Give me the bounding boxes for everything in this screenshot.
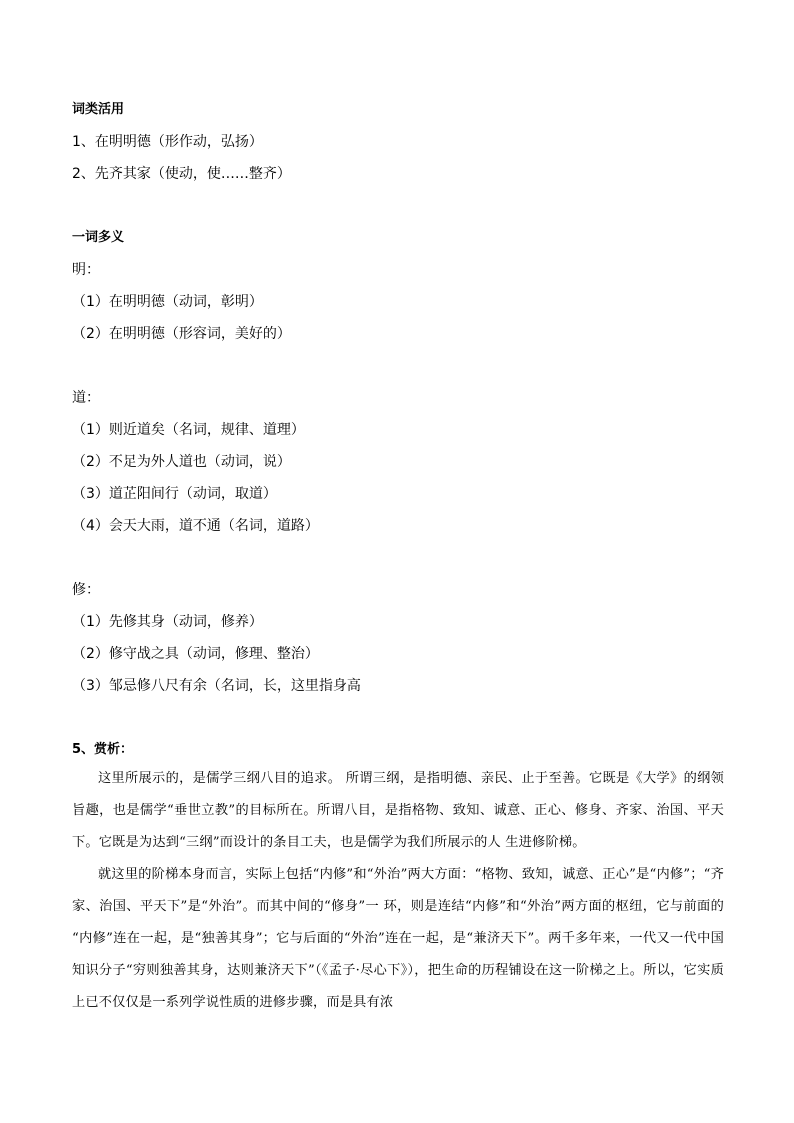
polysemy-item: （3）道芷阳间行（动词，取道） (72, 486, 277, 502)
polysemy-char-dao: 道： (72, 390, 100, 406)
word-class-item: 1、在明明德（形作动，弘扬） (72, 134, 263, 150)
appreciation-paragraph: 这里所展示的，是儒学三纲八目的追求。 所谓三纲，是指明德、亲民、止于至善。它既是《大学》的纲领旨趣，也是儒学“垂世立教”的目标所在。所谓八目，是指格物、致知、诚意、正心、修身、齐家、治国、平天下。它既是为达到“三纲”而设计的条目工夫，也是儒学为我们所展示的人 生进修阶梯。 (72, 771, 724, 850)
polysemy-item: （2）修守战之具（动词，修理、整治） (72, 646, 319, 662)
polysemy-item: （3）邹忌修八尺有余（名词，长，这里指身高 (72, 678, 361, 694)
polysemy-char-xiu: 修： (72, 582, 100, 598)
polysemy-item: （2）不足为外人道也（动词，说） (72, 454, 291, 470)
polysemy-char-ming: 明： (72, 262, 100, 278)
polysemy-item: （1）在明明德（动词，彰明） (72, 294, 263, 310)
polysemy-item: （4）会天大雨，道不通（名词，道路） (72, 518, 319, 534)
appreciation-paragraph: 就这里的阶梯本身而言，实际上包括“内修”和“外治”两大方面：“格物、致知，诚意、正心”是“内修”；“齐家、治国、平天下”是“外治”。而其中间的“修身”一 环，则是连结“内修”和“外治”两方面的枢纽，它与前面的 “内修”连在一起，是“独善其身”；它与后面的“外治”连在一起，是“兼济天下”。两千多年来，一代又一代中国知识分子“穷则独善其身，达则兼济天下”（《孟子·尽心下》），把生命的历程铺设在这一阶梯之上。所以，它实质上已不仅仅是一系列学说性质的进修步骤，而是具有浓 (72, 867, 724, 1010)
word-class-item: 2、先齐其家（使动，使……整齐） (72, 166, 291, 182)
polysemy-item: （1）先修其身（动词，修养） (72, 614, 263, 630)
polysemy-item: （1）则近道矣（名词，规律、道理） (72, 422, 305, 438)
appreciation-heading: 5、赏析： (72, 742, 134, 757)
polysemy-item: （2）在明明德（形容词，美好的） (72, 326, 291, 342)
word-class-heading: 词类活用 (72, 102, 125, 117)
polysemy-heading: 一词多义 (72, 230, 125, 245)
